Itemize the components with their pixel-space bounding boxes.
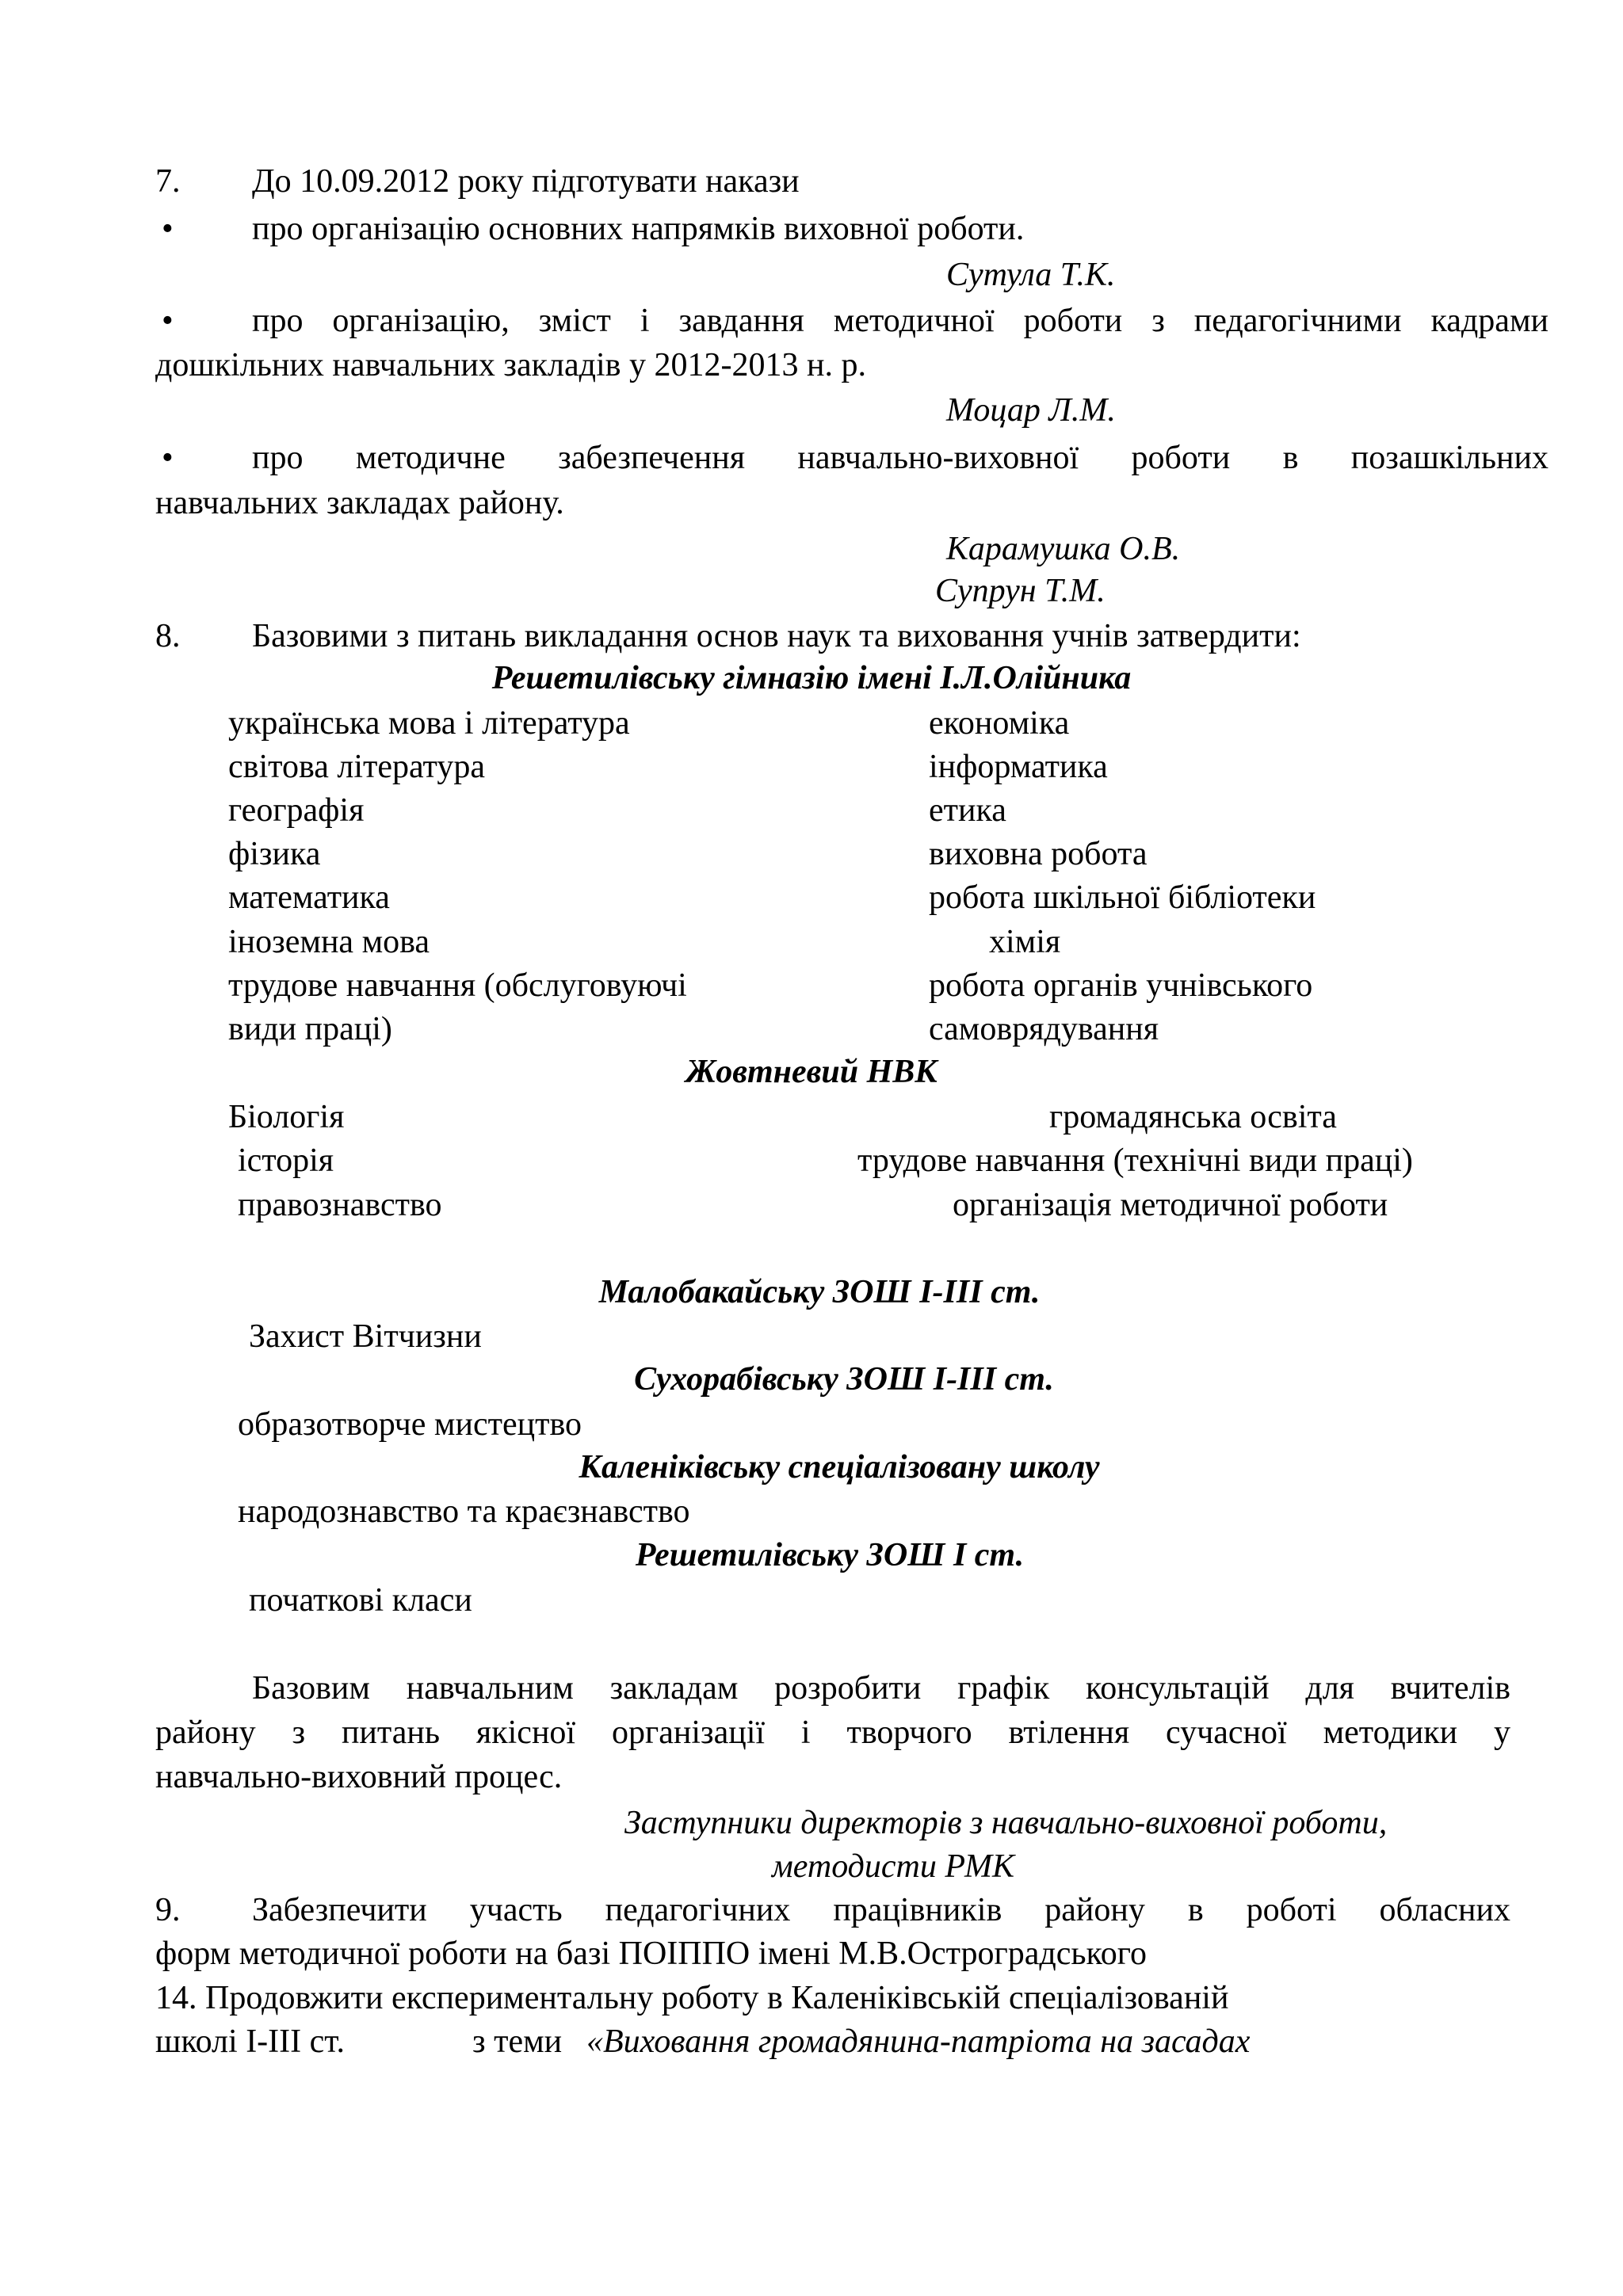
gym-left-subject: іноземна мова xyxy=(228,924,430,960)
nvk-right-subject: організація методичної роботи xyxy=(953,1187,1388,1223)
gym-right-subject: виховна робота xyxy=(929,836,1148,872)
kalenyky-title: Каленіківську спеціалізовану школу xyxy=(579,1449,1100,1486)
bullet-3-text-line2: навчальних закладах району. xyxy=(155,485,564,521)
gym-right-subject: економіка xyxy=(929,705,1070,742)
gym-left-subject: фізика xyxy=(228,836,321,872)
gym-left-subject: світова література xyxy=(228,749,485,785)
gym-left-subject: види праці) xyxy=(228,1011,392,1047)
item9-text-line2: форм методичної роботи на базі ПОІППО імені М.В.Остроградського xyxy=(155,1936,1147,1972)
sukhorabiv-title: Сухорабівську ЗОШ І-ІІІ ст. xyxy=(634,1361,1054,1398)
nvk-left-subject: історія xyxy=(238,1142,334,1179)
base-paragraph-line2: району з питань якісної організації і творчого втілення сучасної методики у xyxy=(155,1714,1510,1751)
bullet-1-signature: Сутула Т.К. xyxy=(946,257,1116,293)
methodists-signature: методисти РМК xyxy=(772,1848,1014,1885)
malobakai-subject: Захист Вітчизни xyxy=(249,1318,482,1355)
nvk-left-subject: Біологія xyxy=(228,1099,345,1135)
bullet-2-symbol: • xyxy=(162,303,174,339)
sukhorabiv-subject: образотворче мистецтво xyxy=(238,1406,582,1443)
bullet-2-text-line2: дошкільних навчальних закладів у 2012-2013 н. р. xyxy=(155,347,866,383)
gym-right-subject: інформатика xyxy=(929,749,1108,785)
bullet-3-symbol: • xyxy=(162,440,174,476)
item14-text-line2-a: школі І-ІІІ ст. xyxy=(155,2023,345,2060)
bullet-3-signature-2: Супрун Т.М. xyxy=(935,573,1106,609)
bullet-3-text-line1: про методичне забезпечення навчально-виховної роботи в позашкільних xyxy=(252,440,1549,476)
reshetilivska-zosh-title: Решетилівську ЗОШ І ст. xyxy=(635,1537,1025,1573)
gym-left-subject: українська мова і література xyxy=(228,705,630,742)
bullet-1-text: про організацію основних напрямків виховної роботи. xyxy=(252,211,1025,247)
bullet-1-symbol: • xyxy=(162,211,174,247)
gym-right-subject: етика xyxy=(929,792,1006,829)
item14-text-line2-b: з теми xyxy=(472,2023,563,2060)
gymnasium-title: Решетилівську гімназію імені І.Л.Олійника xyxy=(491,660,1132,696)
nvk-title: Жовтневий НВК xyxy=(685,1054,938,1090)
item7-number: 7. xyxy=(155,163,181,200)
gym-right-subject: хімія xyxy=(989,924,1061,960)
nvk-right-subject: трудове навчання (технічні види праці) xyxy=(857,1142,1413,1179)
base-paragraph-line3: навчально-виховний процес. xyxy=(155,1759,563,1795)
item8-number: 8. xyxy=(155,618,181,654)
base-paragraph-line1: Базовим навчальним закладам розробити графік консультацій для вчителів xyxy=(252,1670,1510,1707)
gym-left-subject: географія xyxy=(228,792,365,829)
item14-text-line1: 14. Продовжити експериментальну роботу в Каленіківській спеціалізованій xyxy=(155,1980,1229,2016)
gym-right-subject: робота шкільної бібліотеки xyxy=(929,879,1316,916)
item9-number: 9. xyxy=(155,1892,181,1928)
nvk-right-subject: громадянська освіта xyxy=(1049,1099,1337,1135)
bullet-2-signature: Моцар Л.М. xyxy=(946,392,1116,429)
item8-text: Базовими з питань викладання основ наук та виховання учнів затвердити: xyxy=(252,618,1301,654)
bullet-3-signature-1: Карамушка О.В. xyxy=(946,531,1181,567)
gym-right-subject: самоврядування xyxy=(929,1011,1159,1047)
nvk-left-subject: правознавство xyxy=(238,1187,442,1223)
bullet-2-text-line1: про організацію, зміст і завдання методичної роботи з педагогічними кадрами xyxy=(252,303,1549,339)
gym-right-subject: робота органів учнівського xyxy=(929,967,1313,1004)
kalenyky-subject: народознавство та краєзнавство xyxy=(238,1493,690,1530)
deputies-signature: Заступники директорів з навчально-виховної роботи, xyxy=(624,1805,1388,1841)
reshetilivska-zosh-subject: початкові класи xyxy=(249,1582,472,1619)
item7-text: До 10.09.2012 року підготувати накази xyxy=(252,163,800,200)
gym-left-subject: трудове навчання (обслуговуючі xyxy=(228,967,687,1004)
item9-text-line1: Забезпечити участь педагогічних працівників району в роботі обласних xyxy=(252,1892,1510,1928)
item14-text-line2-c: «Виховання громадянина-патріота на засадах xyxy=(586,2023,1251,2060)
gym-left-subject: математика xyxy=(228,879,390,916)
malobakai-title: Малобакайську ЗОШ І-ІІІ ст. xyxy=(598,1274,1041,1310)
